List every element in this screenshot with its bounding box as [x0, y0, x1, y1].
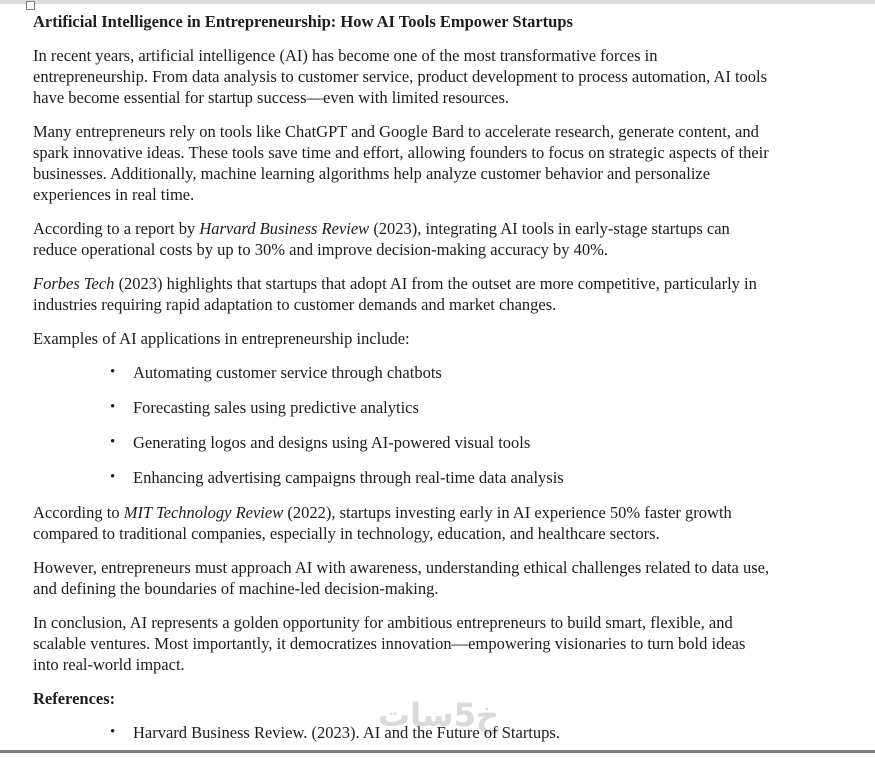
watermark: خ5سات	[378, 696, 499, 734]
text-line	[33, 218, 845, 239]
text-line	[33, 578, 845, 599]
text-run: References:	[33, 689, 116, 708]
bullet-icon: •	[110, 434, 116, 450]
text-line	[33, 294, 845, 315]
bullet-text: Harvard Business Review. (2023). AI and the Future of Startups.	[133, 723, 560, 742]
text-line	[33, 688, 845, 709]
text-run: In conclusion, AI represents a golden opportunity for ambitious entrepreneurs to build smart, flexible, and	[33, 613, 733, 632]
paragraph	[33, 557, 845, 599]
bullet-item	[33, 362, 845, 383]
bullet-text: Forecasting sales using predictive analytics	[133, 398, 419, 417]
bullet-item	[33, 722, 845, 743]
text-run: reduce operational costs by up to 30% and improve decision-making accuracy by 40%.	[33, 240, 609, 259]
text-run: According to a report by	[33, 219, 200, 238]
text-line	[33, 142, 845, 163]
bullet-list	[33, 362, 845, 488]
text-line	[33, 11, 845, 32]
text-line	[33, 273, 845, 294]
paragraph	[33, 121, 845, 205]
text-line	[33, 87, 845, 108]
text-line	[33, 163, 845, 184]
resize-handle-icon[interactable]	[26, 1, 35, 10]
text-line	[33, 328, 845, 349]
document-heading	[33, 688, 845, 709]
paragraph	[33, 273, 845, 315]
text-run: (2022), startups investing early in AI experience 50% faster growth	[283, 503, 732, 522]
bullet-icon: •	[110, 469, 116, 485]
page-top-border	[0, 0, 875, 4]
text-run: have become essential for startup success—even with limited resources.	[33, 88, 510, 107]
paragraph	[33, 502, 845, 544]
text-run: and defining the boundaries of machine-led decision-making.	[33, 579, 439, 598]
text-line	[33, 557, 845, 578]
text-line	[33, 633, 845, 654]
text-run: experiences in real time.	[33, 185, 195, 204]
text-run: spark innovative ideas. These tools save time and effort, allowing founders to focus on strategic aspects of their	[33, 143, 769, 162]
bullet-item	[33, 432, 845, 453]
document-body	[33, 11, 845, 757]
bullet-icon: •	[110, 724, 116, 740]
paragraph	[33, 218, 845, 260]
text-line	[33, 45, 845, 66]
italic-run: Harvard Business Review	[199, 219, 370, 238]
bullet-list	[33, 722, 845, 743]
text-line	[33, 612, 845, 633]
text-run: businesses. Additionally, machine learning algorithms help analyze customer behavior and personalize	[33, 164, 711, 183]
text-run: (2023), integrating AI tools in early-stage startups can	[369, 219, 730, 238]
bullet-text: Enhancing advertising campaigns through real-time data analysis	[133, 468, 564, 487]
text-line	[33, 523, 845, 544]
document-heading	[33, 11, 845, 32]
paragraph	[33, 612, 845, 675]
text-run: Examples of AI applications in entrepreneurship include:	[33, 329, 410, 348]
text-run: In recent years, artificial intelligence (AI) has become one of the most transformative forces in	[33, 46, 658, 65]
bullet-icon: •	[110, 399, 116, 415]
text-line	[33, 502, 845, 523]
text-run: (2023) highlights that startups that adopt AI from the outset are more competitive, particularly in	[114, 274, 757, 293]
paragraph	[33, 328, 845, 349]
text-run: compared to traditional companies, especially in technology, education, and healthcare sectors.	[33, 524, 660, 543]
text-run: According to	[33, 503, 124, 522]
text-run: Many entrepreneurs rely on tools like ChatGPT and Google Bard to accelerate research, generate content, and	[33, 122, 759, 141]
text-run: Artificial Intelligence in Entrepreneurship: How AI Tools Empower Startups	[33, 12, 573, 31]
bullet-item	[33, 467, 845, 488]
text-run: entrepreneurship. From data analysis to customer service, product development to process automation, AI tools	[33, 67, 768, 86]
text-run: However, entrepreneurs must approach AI with awareness, understanding ethical challenges related to data use,	[33, 558, 770, 577]
text-run: scalable ventures. Most importantly, it democratizes innovation—empowering visionaries to turn bold ideas	[33, 634, 746, 653]
text-run: industries requiring rapid adaptation to customer demands and market changes.	[33, 295, 557, 314]
text-line	[33, 66, 845, 87]
italic-run: Forbes Tech	[33, 274, 115, 293]
bullet-icon: •	[110, 364, 116, 380]
text-line	[33, 184, 845, 205]
italic-run: MIT Technology Review	[123, 503, 284, 522]
bullet-text: Generating logos and designs using AI-powered visual tools	[133, 433, 531, 452]
paragraph	[33, 45, 845, 108]
bullet-item	[33, 397, 845, 418]
text-line	[33, 121, 845, 142]
text-run: into real-world impact.	[33, 655, 185, 674]
bullet-text: Automating customer service through chatbots	[133, 363, 442, 382]
text-line	[33, 654, 845, 675]
text-line	[33, 239, 845, 260]
